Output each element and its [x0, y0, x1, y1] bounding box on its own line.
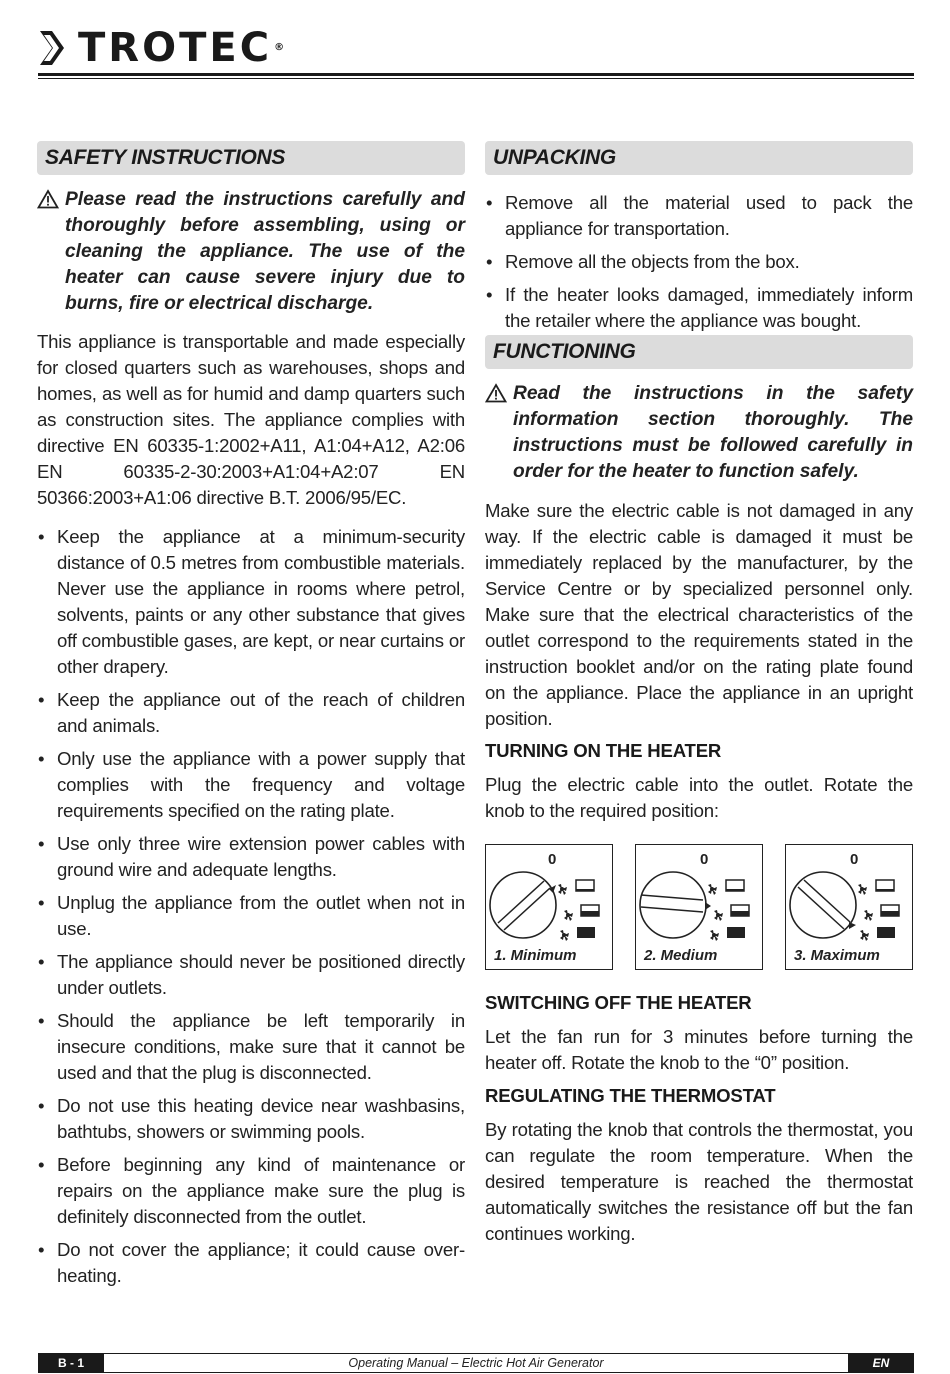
page-header — [38, 25, 914, 78]
diagram-label: 2. Medium — [644, 947, 718, 964]
functioning-heading: FUNCTIONING — [485, 335, 913, 369]
safety-instructions-heading: SAFETY INSTRUCTIONS — [37, 141, 465, 175]
unpacking-heading: UNPACKING — [485, 141, 913, 175]
list-item: • Before beginning any kind of maintenance or repairs on the appliance make sure the plug is definitely disconnected from the outlet. — [37, 1152, 465, 1230]
safety-warning-text: Please read the instructions carefully and thoroughly before assembling, using or cleaning the appliance. The use of the heater can cause severe injury due to burns, fire or electrical discharge. — [65, 189, 465, 314]
diagram-label: 3. Maximum — [794, 947, 880, 964]
list-item: • Keep the appliance at a minimum-security distance of 0.5 metres from combustible materials. Never use the appliance in rooms where petrol, solvents, paints or any other substance that gives off combustible gases, are kept, or near curtains or other drapery. — [37, 524, 465, 680]
registered-mark: ® — [274, 42, 288, 53]
knob-diagram-minimum — [485, 844, 613, 970]
knob-diagram-maximum — [785, 844, 913, 970]
page-number: B - 1 — [38, 1354, 104, 1372]
off-position-label: 0 — [548, 851, 557, 868]
off-position-label: 0 — [700, 851, 709, 868]
list-item: • Unplug the appliance from the outlet when not in use. — [37, 890, 465, 942]
list-item: • Do not use this heating device near washbasins, bathtubs, showers or swimming pools. — [37, 1093, 465, 1145]
list-item: • If the heater looks damaged, immediately inform the retailer where the appliance was bought. — [485, 282, 913, 334]
list-item: • Should the appliance be left temporarily in insecure conditions, make sure that it cannot be used and that the plug is disconnected. — [37, 1008, 465, 1086]
language-badge: EN — [848, 1354, 914, 1372]
turning-on-heading: TURNING ON THE HEATER — [485, 740, 722, 761]
thermostat-heading: REGULATING THE THERMOSTAT — [485, 1085, 776, 1106]
off-position-label: 0 — [850, 851, 859, 868]
right-column — [485, 141, 913, 1247]
header-rule-thin — [38, 78, 914, 79]
header-rule-thick — [38, 73, 914, 76]
list-item: • Only use the appliance with a power supply that complies with the frequency and voltage requirements specified on the rating plate. — [37, 746, 465, 824]
safety-intro: This appliance is transportable and made especially for closed quarters such as warehouses, shops and homes, as well as for humid and damp quarters such as construction sites. The appliance complies with directive EN 60335-1:2002+A11, A1:04+A12, A2:06 EN 60335-2-30:2003+A1:04+A2:07 EN 50366:2003+A1:06 directive B.T. 2006/95/EC. — [37, 331, 465, 508]
list-item: • Do not cover the appliance; it could cause over-heating. — [37, 1237, 465, 1289]
safety-warning — [37, 187, 465, 317]
brand-name: TROTEC ® — [78, 25, 288, 71]
functioning-warning — [485, 381, 913, 485]
list-item: • Use only three wire extension power cables with ground wire and adequate lengths. — [37, 831, 465, 883]
warning-triangle-icon — [37, 189, 59, 209]
safety-bullet-list — [37, 524, 465, 1289]
warning-triangle-icon — [485, 383, 507, 403]
page-footer — [38, 1353, 914, 1373]
switching-off-heading: SWITCHING OFF THE HEATER — [485, 992, 752, 1013]
list-item: • Remove all the objects from the box. — [485, 249, 913, 275]
list-item: • The appliance should never be positioned directly under outlets. — [37, 949, 465, 1001]
knob-diagrams — [485, 844, 913, 970]
turning-on-text: Plug the electric cable into the outlet. Rotate the knob to the required position: — [485, 774, 913, 821]
list-item: • Remove all the material used to pack the appliance for transportation. — [485, 190, 913, 242]
switching-off-text: Let the fan run for 3 minutes before turning the heater off. Rotate the knob to the “0” position. — [485, 1026, 913, 1073]
knob-medium-icon — [636, 845, 762, 945]
list-item: • Keep the appliance out of the reach of children and animals. — [37, 687, 465, 739]
trotec-logo — [38, 25, 288, 71]
unpacking-bullet-list — [485, 190, 913, 334]
diagram-label: 1. Minimum — [494, 947, 577, 964]
knob-diagram-medium — [635, 844, 763, 970]
footer-title: Operating Manual – Electric Hot Air Generator — [348, 1356, 604, 1370]
functioning-text: Make sure the electric cable is not damaged in any way. If the electric cable is damaged it must be immediately replaced by the manufacturer, by the Service Centre or by specialized personnel only. Make sure that the electrical characteristics of the outlet correspond to the requirements stated in the instruction booklet and/or on the rating plate found on the appliance. Place the appliance in an upright position. — [485, 500, 913, 729]
functioning-warning-text: Read the instructions in the safety information section thoroughly. The instructions must be followed carefully in order for the heater to function safely. — [513, 383, 913, 482]
knob-maximum-icon — [786, 845, 912, 945]
thermostat-text: By rotating the knob that controls the thermostat, you can regulate the room temperature. When the desired temperature is reached the thermostat automatically switches the resistance off but the fan continues working. — [485, 1119, 913, 1244]
left-column — [37, 141, 465, 1296]
trotec-logo-mark-icon — [38, 29, 72, 67]
